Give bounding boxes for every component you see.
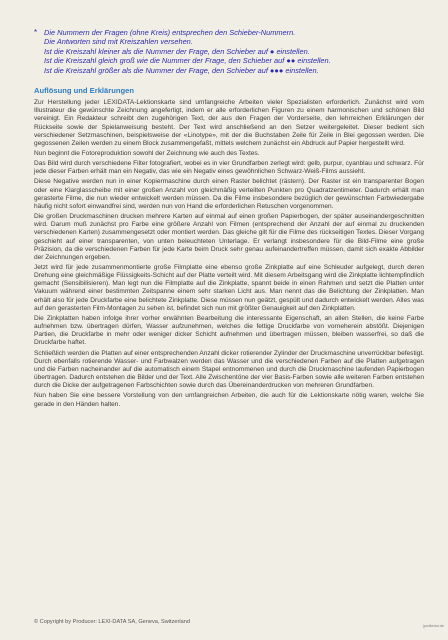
paragraph: Das Bild wird durch verschiedene Filter fotografiert, wobei es in vier Grundfarben zerlegt wird: gelb, purpur, cyanblau und schwarz. Für jede dieser Farben erhält man ein Negativ, das wie ein Negativ eines gewöhnlichen Schwarz-Weiß-Films aussieht. (34, 160, 424, 176)
paragraph: Nun haben Sie eine bessere Vorstellung von den umfangreichen Arbeiten, die auch für die Lektionskarte nötig waren, welche Sie gerade in den Händen halten. (34, 392, 424, 408)
instruction-line: Ist die Kreiszahl gleich groß wie die Nummer der Frage, den Schieber auf ●● einstellen. (44, 56, 331, 66)
instruction-line: Ist die Kreiszahl größer als die Nummer der Frage, den Schieber auf ●●● einstellen. (44, 65, 319, 75)
lesson-card-back (34, 28, 424, 411)
paragraph: Die Zinkplatten haben infolge ihrer vorher erwähnten Bearbeitung die interessante Eigenschaft, an allen Stellen, die keine Farbe aufnehmen bzw. übertragen dürfen, Wasser aufzunehmen, welches die fettige Druckfarbe von vorneherein abstößt. Diejenigen Partien, die Druckfarbe in mehr oder weniger dicker Schicht aufnehmen und übertragen müssen, bleiben wasserfrei, so daß die Druckfarbe haftet. (34, 314, 424, 347)
paragraph: Schließlich werden die Platten auf einer entsprechenden Anzahl dicker rotierender Zylinder der Druckmaschine unverrückbar befestigt. Durch ebenfalls rotierende Wasser- und Farbwalzen werden das Wasser und die verschiedenen Farben auf die Platten aufgetragen und die Farben nacheinander auf die automatisch einem Stapel entnommenen und durch die Druckmaschine laufenden Papierbogen übertragen. Dadurch entstehen die Bilder und der Text. Alle Zwischentöne der vier Basis-Farben sowie alle weiteren Farben entstehen durch die Dicke der aufgetragenen Farbschichten sowie durch das Übereinanderdrucken von mehreren Grundfarben. (34, 349, 424, 390)
paragraph: Jetzt wird für jede zusammenmontierte große Filmplatte eine ebenso große Zinkplatte auf eine Schleuder aufgelegt, durch deren Drehung eine gleichmäßige Flüssigkeits-Schicht auf der Platte verteilt wird. Mit diesem Arbeitsgang wird die Zinkplatte lichtempfindlich gemacht (Sensibilisieren). Man legt nun die Filmplatte auf die Zinkplatte, spannt beide in einen Rahmen und setzt die Platten unter Vakuum während einer bestimmten Zeitspanne einem sehr starken Licht aus. Man nennt das die Belichtung der Zinkplatten. Man erhält also für jede Druckfarbe eine belichtete Zinkplatte. Diese müssen nun geätzt, gespült und dadurch entwickelt werden. Alles was auf den gerasterten Film-Montagen zu sehen ist, befindet sich nun mit größter Genauigkeit auf den Zinkplatten. (34, 264, 424, 312)
paragraph: Die großen Druckmaschinen drucken mehrere Karten auf einmal auf einen großen Papierbogen, der später auseinandergeschnitten wird. Darum muß zunächst pro Farbe eine größere Anzahl von Filmen (entsprechend der Anzahl der auf einmal zu druckenden verschiedenen Karten) zusammengesetzt oder montiert werden. Das gleiche gilt für die Filme des rückseitigen Textes. Dieser Vorgang geschieht auf einer transparenten, von unten beleuchteten Unterlage. Er verlangt insbesondere für die Bild-Filme eine große Präzision, da die verschiedenen Farben für jede Karte beim Druck sehr genau aufeinandertreffen müssen, damit sich exakte Abbilder der Zeichnungen ergeben. (34, 213, 424, 261)
game-instructions (34, 28, 424, 75)
paragraph: Zur Herstellung jeder LEXIDATA-Lektionskarte sind umfangreiche Arbeiten vieler Spezialisten erforderlich. Zunächst wird vom Illustrateur die gewünschte Zeichnung angefertigt, indem er alle erforderlichen Figuren zu einem harmonischen und schönen Bild vereinigt. Ein Redakteur schreibt den zugehörigen Text, der aus den Fragen der Vorderseite, den lehrreichen Erklärungen der Rückseite sowie der Spielanweisung besteht. Der Text wird anschließend an den Setzer weitergeleitet. Dieser bedient sich verschiedener Setzmaschinen, beispielsweise der «Linotype», mit der die Buchstaben Zeile für Zeile in Blei gegossen werden. Die gegossenen Zeilen werden zu einem Block zusammengefaßt, mittels welchem zunächst ein Abdruck auf Papier hergestellt wird. (34, 99, 424, 147)
asterisk-marker: * (34, 28, 38, 37)
copyright-footer: © Copyright by Producer: LEXI-DATA SA, Geneva, Switzerland (34, 619, 190, 625)
instruction-line: Die Antworten sind mit Kreiszahlen versehen. (44, 37, 193, 47)
paragraph: Nun beginnt die Fotoreproduktion sowohl der Zeichnung wie auch des Textes. (34, 149, 260, 157)
instruction-line: Die Nummern der Fragen (ohne Kreis) entsprechen den Schieber-Nummern. (44, 28, 296, 37)
paragraph: Diese Negative werden nun in einer Kopiermaschine durch einen Raster belichtet (rästern). Der Raster ist ein transparenter Bogen oder eine Klarglasscheibe mit einer großen Anzahl von gleichmäßig verteilten Punkten pro Quadratzentimeter. Dadurch erhält man gerasterte Filme, die nun wieder entwickelt werden müssen. Da die Filme insbesondere bezüglich der gewünschten Farbwiedergabe häufig nicht sofort einwandfrei sind, werden nun von Hand die erforderlichen Retuschen vorgenommen. (34, 178, 424, 210)
explanation-body (34, 99, 424, 409)
side-note: jpcollector.de (423, 624, 444, 628)
section-title: Auflösung und Erklärungen (34, 86, 134, 96)
instruction-line: Ist die Kreiszahl kleiner als die Nummer der Frage, den Schieber auf ● einstellen. (44, 46, 310, 56)
